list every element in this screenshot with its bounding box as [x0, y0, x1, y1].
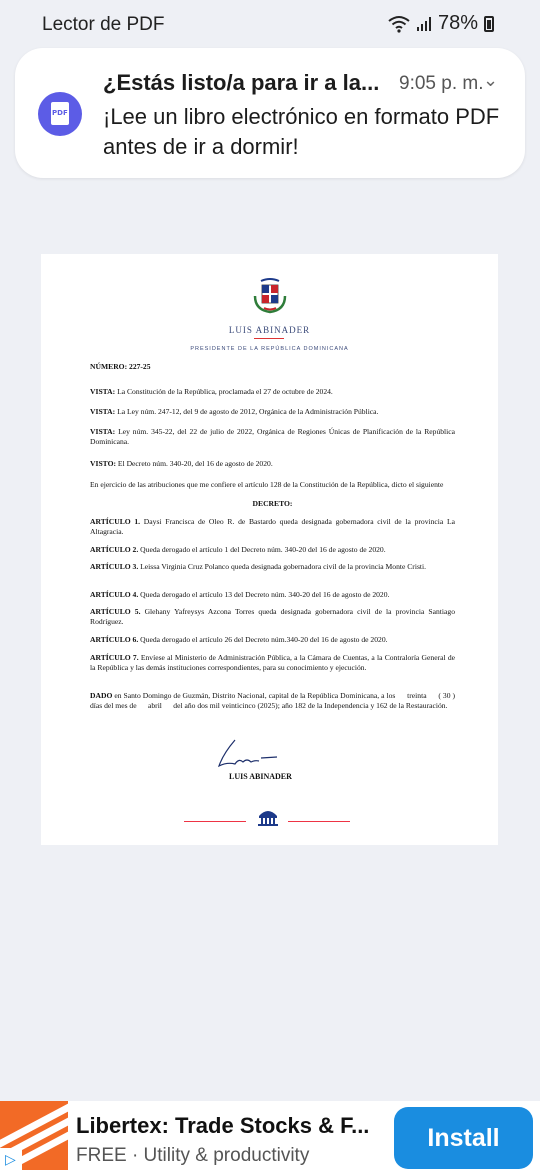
notification-time: 9:05 p. m. [399, 73, 484, 94]
ad-choices-icon[interactable]: ▷ [0, 1148, 22, 1170]
president-name: LUIS ABINADER [228, 325, 311, 335]
status-icons [388, 12, 494, 35]
signature-name: LUIS ABINADER [229, 772, 292, 781]
signature-image [213, 736, 293, 774]
president-title: PRESIDENTE DE LA REPÚBLICA DOMINICANA [190, 346, 349, 352]
status-bar [0, 0, 540, 48]
install-button[interactable]: Install [394, 1107, 533, 1169]
paragraph-dado: DADO en Santo Domingo de Guzmán, Distrito Nacional, capital de la República Dominicana, a los treinta ( 30 ) días del mes de abril del año dos mil veinticinco (2025); año 182 de la Independencia y 162 de la Restauración. [90, 691, 457, 710]
palace-emblem-icon [255, 806, 281, 826]
article-2: ARTÍCULO 2. Queda derogado el artículo 1 del Decreto núm. 340-20 del 16 de agosto de 2020. [90, 545, 386, 554]
chevron-down-icon[interactable]: ⌄ [483, 70, 499, 90]
article-1: ARTÍCULO 1. Daysi Francisca de Oleo R. de Bastardo queda designada gobernadora civil de la provincia La Altagracia. [90, 517, 455, 536]
article-6: ARTÍCULO 6. Queda derogado el artículo 26 del Decreto núm.340-20 del 16 de agosto de 2020. [90, 635, 388, 644]
article-5: ARTÍCULO 5. Glehany Yafreysys Azcona Torres queda designada gobernadora civil de la provincia Santiago Rodríguez. [90, 607, 455, 626]
article-3: ARTÍCULO 3. Leissa Virginia Cruz Polanco queda designada gobernadora civil de la provincia Monte Cristi. [90, 562, 427, 571]
signal-icon [416, 16, 432, 32]
ad-title: Libertex: Trade Stocks & F... [76, 1113, 370, 1138]
app-title: Lector de PDF [42, 14, 165, 35]
notification-card[interactable] [15, 48, 525, 178]
notification-body: ¡Lee un libro electrónico en formato PDF antes de ir a dormir! [103, 104, 500, 159]
paragraph-preamble: En ejercicio de las atribuciones que me confiere el artículo 128 de la Constitución de la República, dicto el siguiente [90, 480, 444, 489]
paragraph-visto: VISTO: El Decreto núm. 340-20, del 16 de agosto de 2020. [90, 459, 273, 468]
paragraph-vista-1: VISTA: La Constitución de la República, proclamada el 27 de octubre de 2024. [90, 387, 333, 396]
pdf-app-icon: PDF [38, 92, 82, 136]
pdf-page[interactable] [41, 254, 498, 845]
decree-number: NÚMERO: 227-25 [90, 362, 151, 371]
paragraph-vista-2: VISTA: La Ley núm. 247-12, del 9 de agosto de 2012, Orgánica de la Administración Pública. [90, 407, 379, 416]
notification-title: ¿Estás listo/a para ir a la... [103, 70, 380, 95]
wifi-icon [388, 15, 410, 33]
article-7: ARTÍCULO 7. Envíese al Ministerio de Administración Pública, a la Cámara de Cuentas, a la Contraloría General de la República y las demás instituciones correspondientes, para su conocimiento y ejecución. [90, 653, 455, 672]
battery-icon [484, 16, 494, 32]
ad-subtitle: FREE · Utility & productivity [76, 1145, 310, 1166]
article-4: ARTÍCULO 4. Queda derogado el artículo 13 del Decreto núm. 340-20 del 16 de agosto de 2020. [90, 590, 390, 599]
battery-percent: 78% [437, 12, 478, 34]
ad-banner[interactable] [0, 1101, 540, 1170]
coat-of-arms-icon [251, 276, 289, 314]
footer-line-right [288, 821, 350, 822]
footer-line-left [184, 821, 246, 822]
decree-heading: DECRETO: [252, 499, 293, 508]
paragraph-vista-3: VISTA: Ley núm. 345-22, del 22 de julio de 2022, Orgánica de Regiones Únicas de Planificación de la República Dominicana. [90, 427, 455, 446]
divider [254, 338, 284, 339]
